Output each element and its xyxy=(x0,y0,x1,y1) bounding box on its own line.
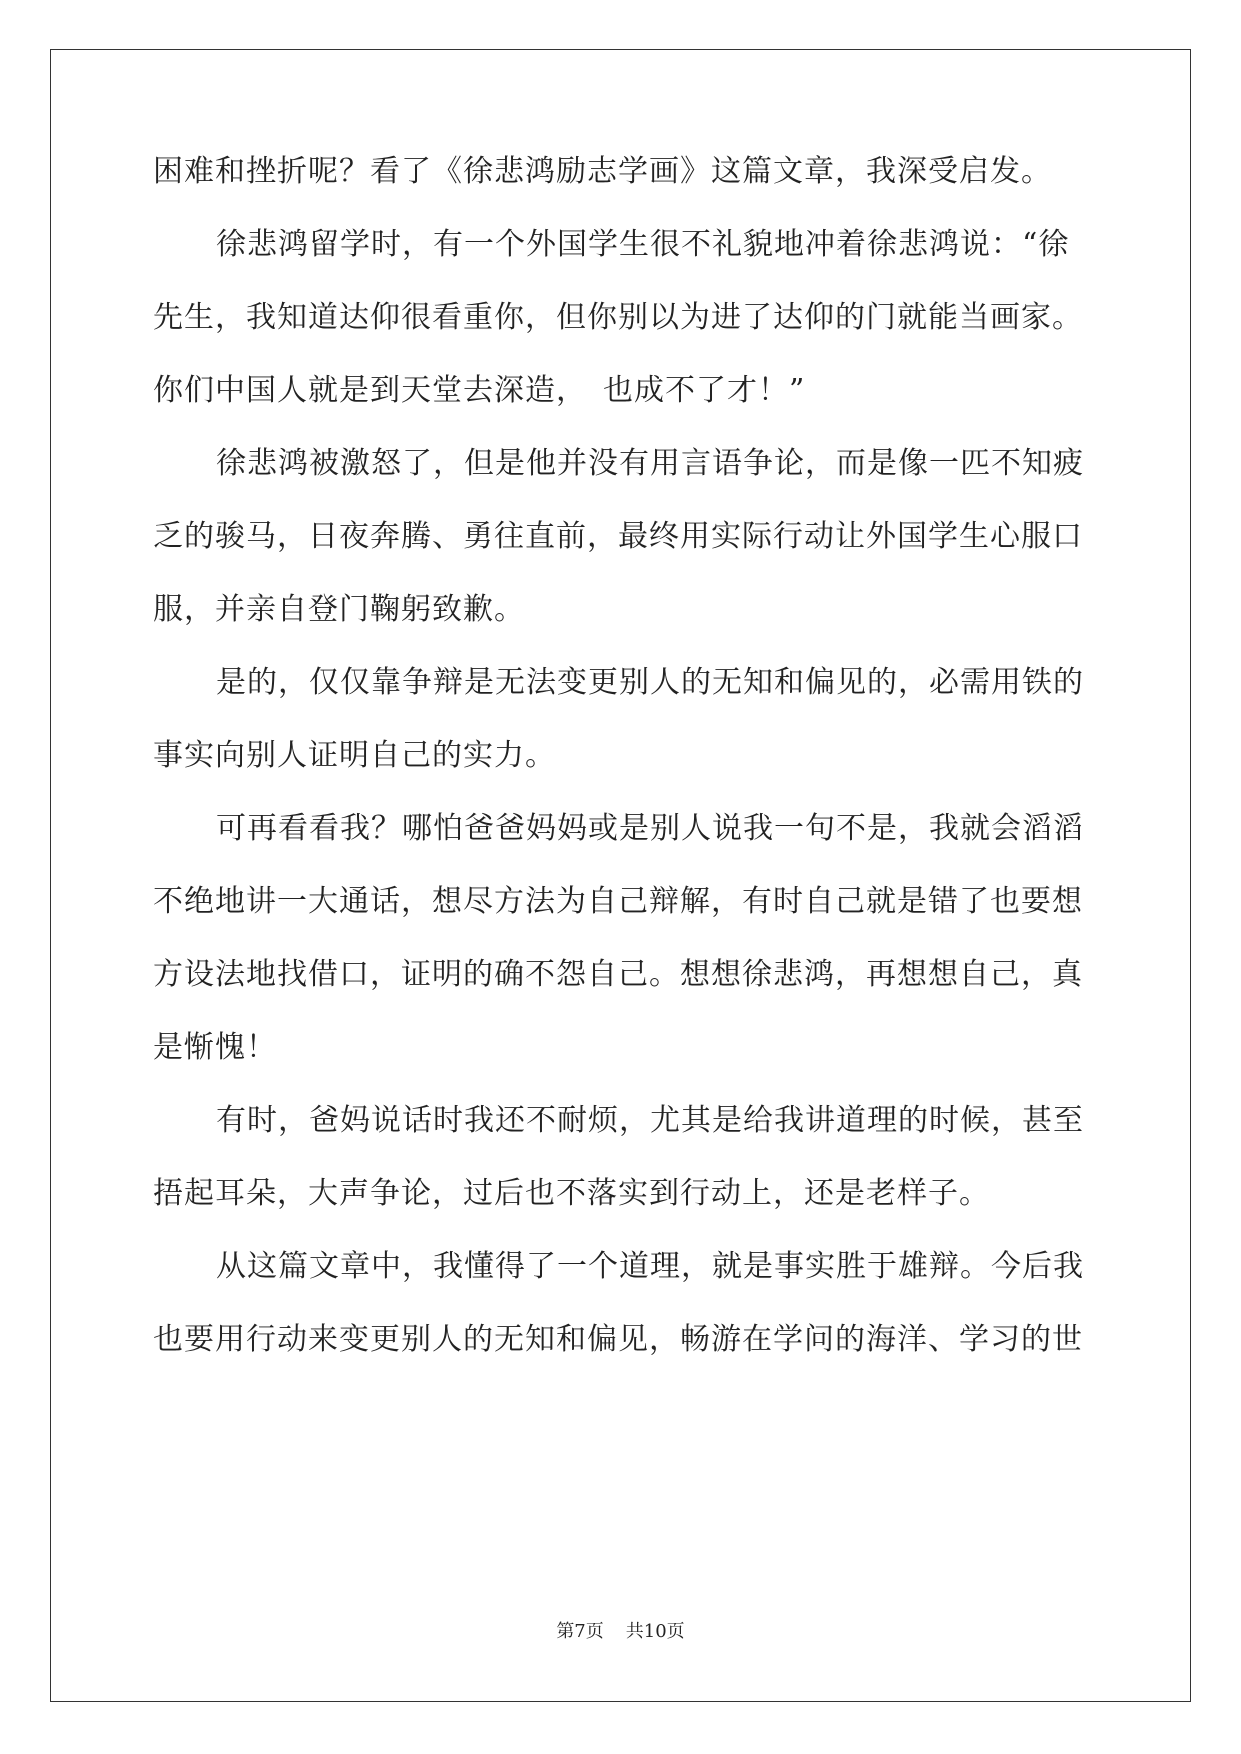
body-line-7: 服，并亲自登门鞠躬致歉。 xyxy=(153,592,525,627)
body-line-3: 先生，我知道达仰很看重你，但你别以为进了达仰的门就能当画家。 xyxy=(153,300,1083,335)
body-line-16: 从这篇文章中，我懂得了一个道理，就是事实胜于雄辩。今后我 xyxy=(216,1249,1084,1284)
body-line-8: 是的，仅仅靠争辩是无法变更别人的无知和偏见的，必需用铁的 xyxy=(216,665,1084,700)
body-line-5: 徐悲鸿被激怒了，但是他并没有用言语争论，而是像一匹不知疲 xyxy=(216,446,1084,481)
body-line-11: 不绝地讲一大通话，想尽方法为自己辩解，有时自己就是错了也要想 xyxy=(153,884,1083,919)
body-line-13: 是惭愧！ xyxy=(153,1030,277,1065)
page-footer xyxy=(0,1620,1241,1644)
body-line-10: 可再看看我？哪怕爸爸妈妈或是别人说我一句不是，我就会滔滔 xyxy=(216,811,1084,846)
body-line-1: 困难和挫折呢？看了《徐悲鸿励志学画》这篇文章，我深受启发。 xyxy=(153,154,1052,189)
body-line-15: 捂起耳朵，大声争论，过后也不落实到行动上，还是老样子。 xyxy=(153,1176,990,1211)
body-line-4: 你们中国人就是到天堂去深造， 也成不了才！” xyxy=(153,373,806,408)
body-line-14: 有时，爸妈说话时我还不耐烦，尤其是给我讲道理的时候，甚至 xyxy=(216,1103,1084,1138)
body-line-17: 也要用行动来变更别人的无知和偏见，畅游在学问的海洋、学习的世 xyxy=(153,1322,1083,1357)
page-total: 共10页 xyxy=(625,1621,685,1642)
page-border xyxy=(50,49,1191,1702)
body-line-6: 乏的骏马，日夜奔腾、勇往直前，最终用实际行动让外国学生心服口 xyxy=(153,519,1083,554)
body-line-2: 徐悲鸿留学时，有一个外国学生很不礼貌地冲着徐悲鸿说：“徐 xyxy=(216,227,1070,262)
page-number: 第7页 xyxy=(556,1621,604,1642)
body-line-9: 事实向别人证明自己的实力。 xyxy=(153,738,556,773)
body-line-12: 方设法地找借口，证明的确不怨自己。想想徐悲鸿，再想想自己，真 xyxy=(153,957,1083,992)
